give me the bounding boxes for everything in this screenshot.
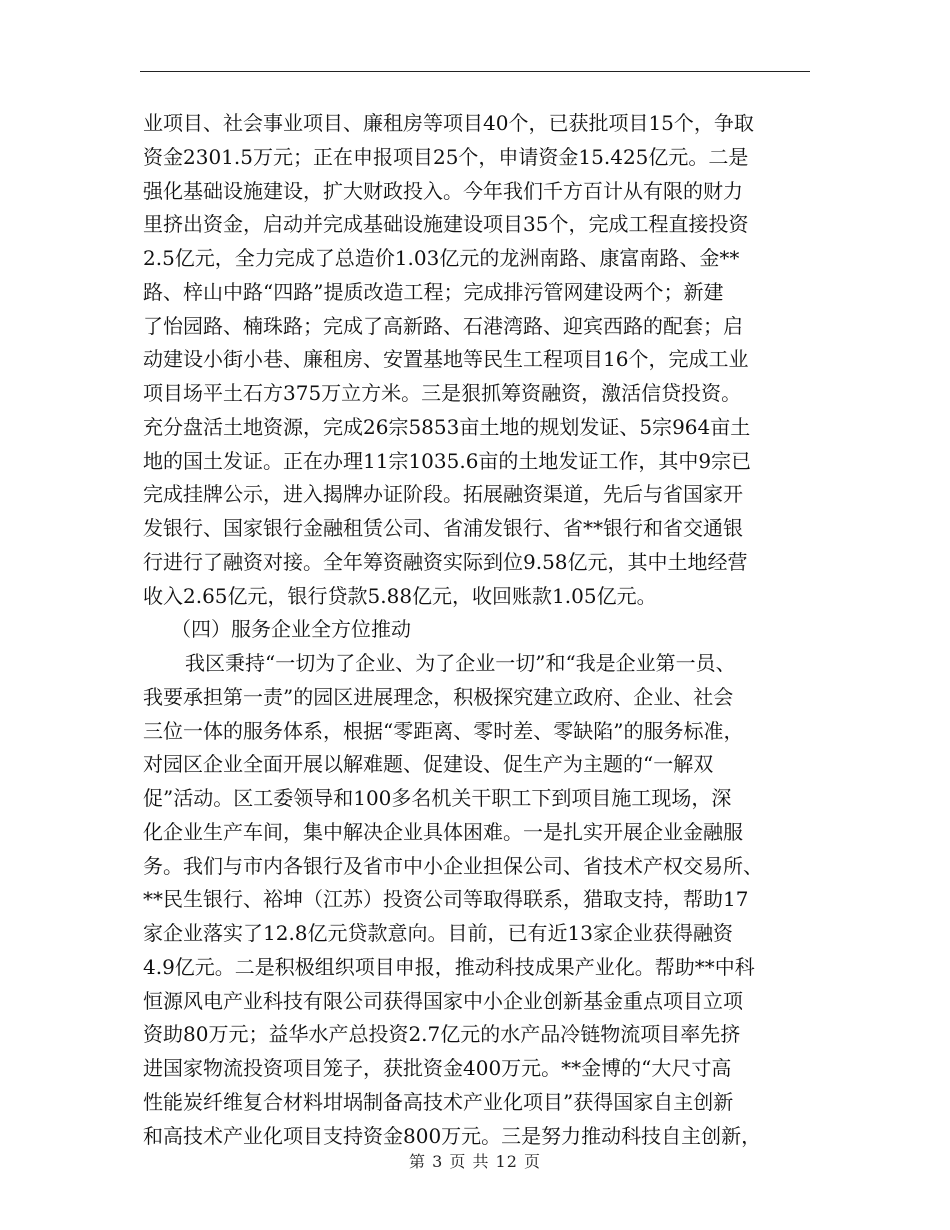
text-line: 资助80万元；益华水产总投资2.7亿元的水产品冷链物流项目率先挤	[143, 1022, 741, 1047]
text-line: 促”活动。区工委领导和100多名机关干职工下到项目施工现场，深	[143, 786, 732, 810]
text-line: 恒源风电产业科技有限公司获得国家中小企业创新基金重点项目立项	[143, 988, 743, 1013]
text-line: **民生银行、裕坤（江苏）投资公司等取得联系，猎取支持，帮助17	[143, 887, 749, 912]
text-line: 完成挂牌公示，进入揭牌办证阶段。拓展融资渠道，先后与省国家开	[143, 482, 743, 507]
text-line: 项目场平土石方375万立方米。三是狠抓筹资融资，激活信贷投资。	[143, 381, 742, 405]
text-line: 地的国土发证。正在办理11宗1035.6亩的土地发证工作，其中9宗已	[143, 448, 752, 473]
text-line: 我要承担第一责”的园区进展理念，积极探究建立政府、企业、社会	[143, 684, 734, 709]
text-line: 发银行、国家银行金融租赁公司、省浦发银行、省**银行和省交通银	[143, 516, 743, 540]
text-line: 里挤出资金，启动并完成基础设施建设项目35个，完成工程直接投资	[143, 212, 749, 237]
text-line: 强化基础设施建设，扩大财政投入。今年我们千方百计从有限的财力	[143, 178, 743, 203]
text-line: 动建设小街小巷、廉租房、安置基地等民生工程项目16个，完成工业	[143, 347, 749, 372]
text-line: 路、梓山中路“四路”提质改造工程；完成排污管网建设两个；新建	[143, 279, 724, 304]
text-line: 行进行了融资对接。全年筹资融资实际到位9.58亿元，其中土地经营	[143, 549, 748, 574]
text-line: 充分盘活土地资源，完成26宗5853亩土地的规划发证、5宗964亩土	[143, 414, 751, 439]
header-rule	[140, 71, 810, 72]
text-line: 4.9亿元。二是积极组织项目申报，推动科技成果产业化。帮助**中科	[143, 954, 755, 979]
section-heading: （四）服务企业全方位推动	[171, 617, 411, 642]
text-line: 进国家物流投资项目笼子，获批资金400万元。**金博的“大尺寸高	[143, 1056, 732, 1080]
text-line: 三位一体的服务体系，根据“零距离、零时差、零缺陷”的服务标准，	[143, 718, 744, 743]
text-line: 务。我们与市内各银行及省市中小企业担保公司、省技术产权交易所、	[143, 853, 763, 878]
text-line: 资金2301.5万元；正在申报项目25个，申请资金15.425亿元。二是	[143, 144, 749, 169]
text-line: 业项目、社会事业项目、廉租房等项目40个，已获批项目15个，争取	[143, 111, 754, 135]
body-text	[143, 107, 813, 1153]
text-line: 性能炭纤维复合材料坩埚制备高技术产业化项目”获得国家自主创新	[143, 1089, 734, 1114]
paragraph-first-line: 我区秉持“一切为了企业、为了企业一切”和“我是企业第一员、	[185, 651, 736, 675]
text-line: 对园区企业全面开展以解难题、促建设、促生产为主题的“一解双	[143, 752, 714, 777]
text-line: 了怡园路、楠珠路；完成了高新路、石港湾路、迎宾西路的配套；启	[143, 313, 743, 338]
text-line: 收入2.65亿元，银行贷款5.88亿元，收回账款1.05亿元。	[143, 583, 657, 608]
text-line: 和高技术产业化项目支持资金800万元。三是努力推动科技自主创新，	[143, 1123, 762, 1148]
text-line: 2.5亿元，全力完成了总造价1.03亿元的龙洲南路、康富南路、金**	[143, 246, 740, 270]
text-line: 化企业生产车间，集中解决企业具体困难。一是扎实开展企业金融服	[143, 819, 743, 844]
text-line: 家企业落实了12.8亿元贷款意向。目前，已有近13家企业获得融资	[143, 921, 733, 945]
page-number-footer: 第 3 页 共 12 页	[409, 1152, 541, 1171]
